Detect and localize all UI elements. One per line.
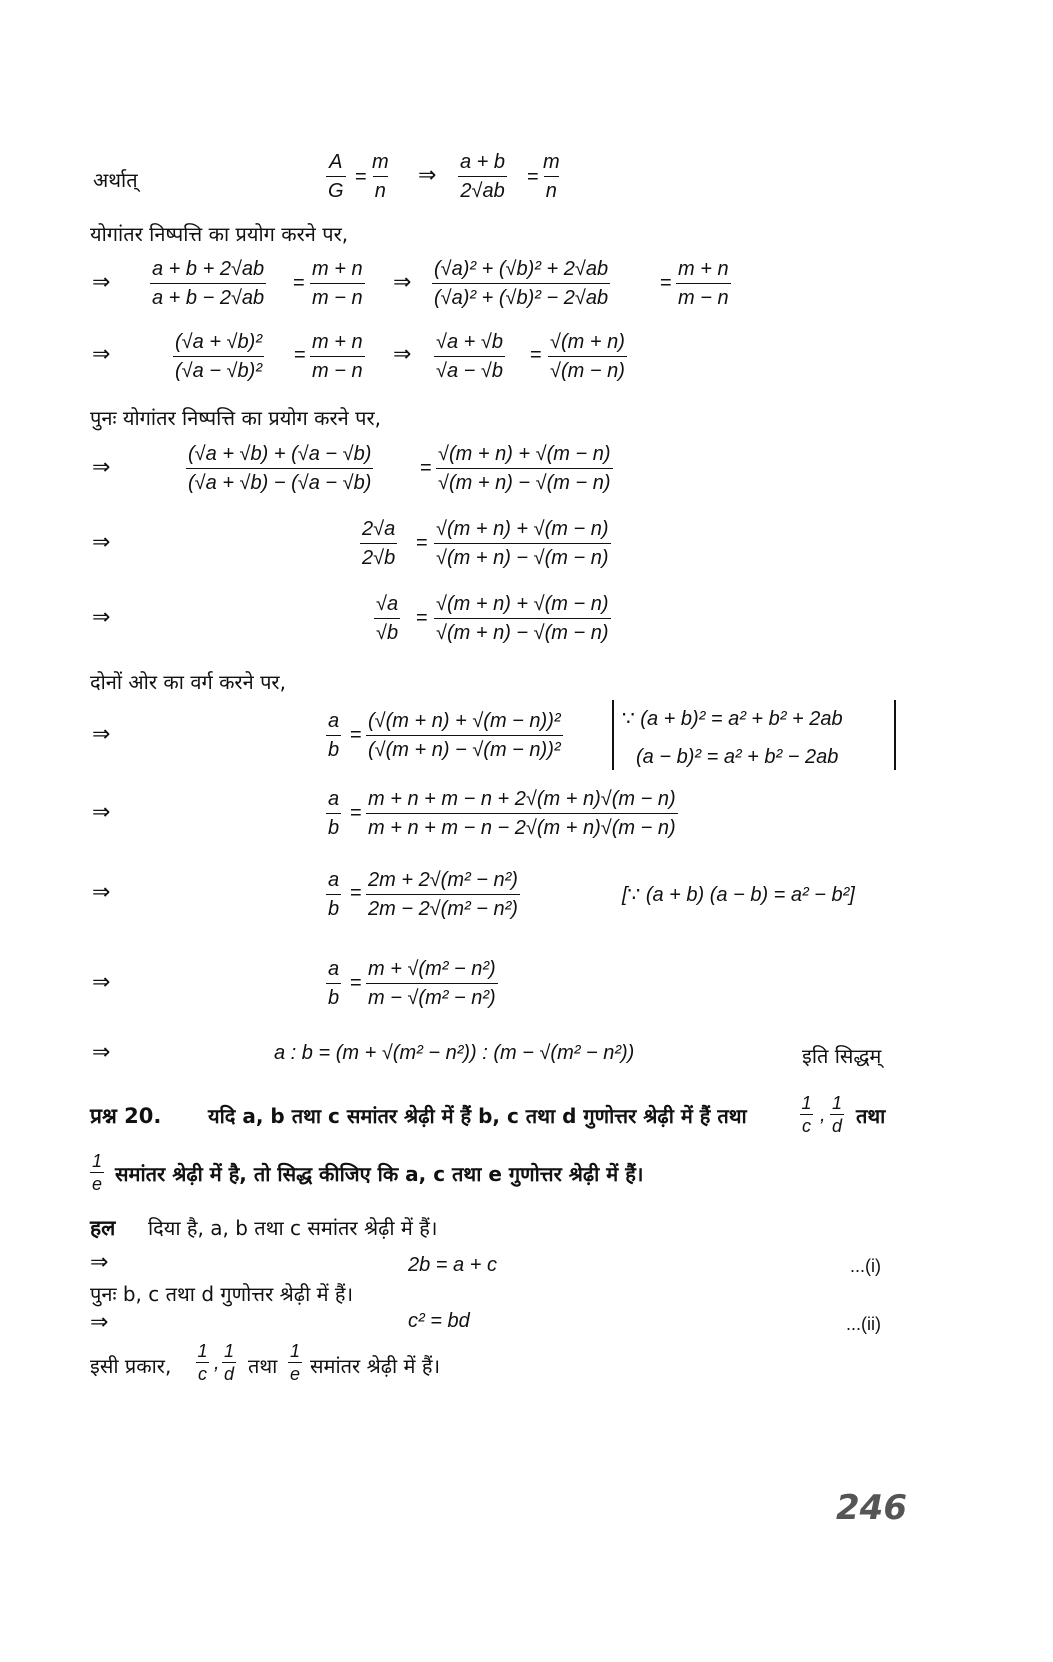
equation: 2b = a + c (408, 1254, 497, 1276)
text-line: तथा (248, 1354, 278, 1378)
implies-arrow: ⇒ (90, 1250, 109, 1275)
identity-line: (a − b)² = a² + b² − 2ab (636, 746, 839, 768)
implies-arrow: ⇒ (393, 270, 412, 295)
fraction: $\frac{a}{b}$ (326, 707, 341, 764)
implies-arrow: ⇒ (92, 800, 111, 825)
arthat-label: अर्थात् (93, 168, 138, 192)
implies-arrow: ⇒ (92, 530, 111, 555)
fraction: $\frac{a}{b}$ (326, 955, 341, 1012)
text-line: पुनः b, c तथा d गुणोत्तर श्रेढ़ी में हैं। (90, 1282, 354, 1306)
fraction: $\frac{A}{G}$ (326, 148, 346, 205)
fraction: $\frac{m + n}{m - n}$ (310, 328, 365, 385)
fraction: $\frac{m}{n}$ (541, 148, 562, 205)
identity-line: ∵ (a + b)² = a² + b² + 2ab (622, 708, 843, 730)
text-line: दोनों ओर का वर्ग करने पर, (90, 670, 286, 694)
fraction: $\frac{m + n}{m - n}$ (676, 255, 731, 312)
fraction: $\frac{(√a + √b) + (√a - √b)}{(√a + √b) - (√a - √b)}$ (186, 440, 373, 497)
fraction: $\frac{√(m + n) + √(m - n)}{√(m + n) - √(m - n)}$ (434, 590, 611, 647)
fraction: $\frac{a}{b}$ (326, 785, 341, 842)
fraction: $\frac{1}{c}$ (197, 1341, 208, 1384)
text-line: योगांतर निष्पत्ति का प्रयोग करने पर, (90, 222, 349, 246)
fraction: $\frac{\text{2m + 2√(m² − n²)}}{\text{2m − 2√(m² − n²)}}$ (366, 866, 520, 923)
page-number: 246 (836, 1488, 907, 1528)
fraction: $\frac{√a + √b}{√a - √b}$ (434, 328, 505, 385)
fraction: $\frac{a + b + 2√ab}{a + b - 2√ab}$ (150, 255, 266, 312)
equation-tag: ...(i) (850, 1256, 881, 1276)
fraction: $\frac{\text{(√a)² + (√b)² + 2√ab}}{\text{(√a)² + (√b)² − 2√ab}}$ (432, 255, 610, 312)
text-line: इसी प्रकार, (90, 1354, 172, 1378)
fraction: $\frac{m}{n}$ (370, 148, 391, 205)
fraction: $\frac{√a}{√b}$ (374, 590, 400, 647)
implies-arrow: ⇒ (90, 1310, 109, 1335)
fraction: $\frac{a + b}{2√ab}$ (458, 148, 507, 205)
implies-arrow: ⇒ (92, 342, 111, 367)
fraction: $\frac{√(m + n)}{√(m - n)}$ (548, 328, 627, 385)
implies-arrow: ⇒ (92, 722, 111, 747)
implies-arrow: ⇒ (418, 163, 437, 188)
text-line: दिया है, a, b तथा c समांतर श्रेढ़ी में हैं। (148, 1216, 438, 1240)
fraction: $\frac{1}{d}$ (224, 1341, 235, 1384)
fraction: $\frac{2√a}{2√b}$ (360, 515, 397, 572)
implies-arrow: ⇒ (92, 880, 111, 905)
ratio-result: a : b = (m + √(m² − n²)) : (m − √(m² − n²)) (274, 1042, 635, 1064)
fraction: $\frac{1}{c}$ (801, 1093, 812, 1136)
fraction: $\frac{\text{(√a + √b)²}}{\text{(√a − √b)²}}$ (173, 328, 264, 385)
fraction: $\frac{1}{e}$ (290, 1341, 301, 1384)
fraction: $\frac{√(m + n) + √(m - n)}{√(m + n) - √(m - n)}$ (436, 440, 613, 497)
fraction: $\frac{a}{b}$ (326, 866, 341, 923)
equation-tag: ...(ii) (846, 1314, 881, 1334)
implies-arrow: ⇒ (92, 455, 111, 480)
fraction: $\frac{1}{d}$ (832, 1093, 843, 1136)
question-text: समांतर श्रेढ़ी में है, तो सिद्ध कीजिए कि a, c तथा e गुणोत्तर श्रेढ़ी में हैं। (115, 1162, 644, 1186)
fraction: $\frac{√(m + n) + √(m - n)}{√(m + n) - √(m - n)}$ (434, 515, 611, 572)
fraction: $\frac{1}{e}$ (92, 1151, 103, 1194)
fraction: $\frac{\text{(√(m + n) + √(m − n))²}}{\text{(√(m + n) − √(m − n))²}}$ (366, 707, 563, 764)
question-text: तथा (856, 1104, 886, 1128)
fraction: $\frac{m + n}{m - n}$ (310, 255, 365, 312)
implies-arrow: ⇒ (393, 342, 412, 367)
identity-line: [∵ (a + b) (a − b) = a² − b²] (622, 884, 855, 906)
equation: c² = bd (408, 1310, 470, 1332)
iti-siddham: इति सिद्धम् (802, 1044, 882, 1068)
implies-arrow: ⇒ (92, 270, 111, 295)
implies-arrow: ⇒ (92, 605, 111, 630)
text-line: पुनः योगांतर निष्पत्ति का प्रयोग करने पर, (90, 406, 382, 430)
implies-arrow: ⇒ (92, 1040, 111, 1065)
solution-label: हल (90, 1216, 116, 1240)
fraction: $\frac{\text{m + √(m² − n²)}}{\text{m − √(m² − n²)}}$ (366, 955, 498, 1012)
implies-arrow: ⇒ (92, 970, 111, 995)
question-label: प्रश्न 20. (90, 1104, 162, 1128)
fraction: $\frac{m + n + m - n + 2√(m + n)√(m - n)}{m + n + m - n - 2√(m + n)√(m - n)}$ (366, 785, 678, 842)
question-text: यदि a, b तथा c समांतर श्रेढ़ी में हैं b, c तथा d गुणोत्तर श्रेढ़ी में हैं तथा (208, 1104, 747, 1128)
text-line: समांतर श्रेढ़ी में हैं। (310, 1354, 441, 1378)
